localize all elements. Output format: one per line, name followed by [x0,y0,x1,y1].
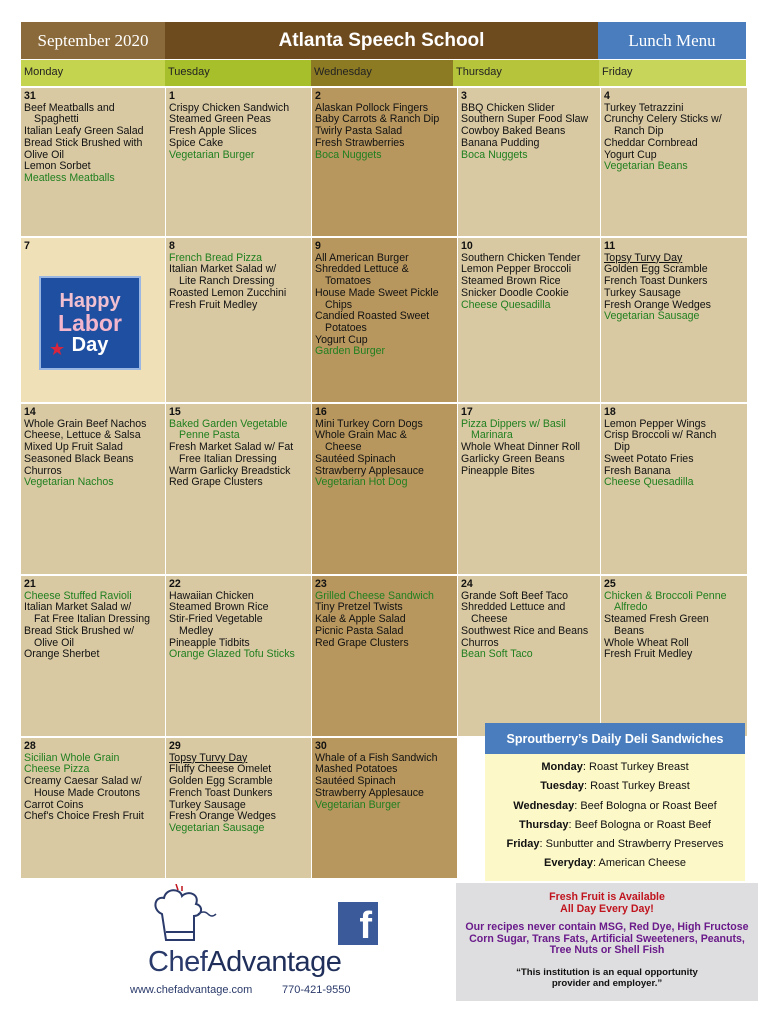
day-header-tuesday: Tuesday [165,60,311,86]
menu-item: Ranch Dip [614,125,664,138]
deli-item: Beef Bologna or Roast Beef [580,799,717,812]
menu-item: Tiny Pretzel Twists [315,601,403,614]
menu-item: Topsy Turvy Day [604,251,683,264]
menu-item: Free Italian Dressing [179,452,277,465]
vegetarian-menu-item: Boca Nuggets [461,148,528,161]
menu-item: Fresh Apple Slices [169,125,257,138]
menu-item: Bread Stick Brushed with [24,136,143,149]
brand-chef: Chef [148,946,208,978]
deli-day: Friday [506,837,540,850]
day-header-thursday: Thursday [453,60,599,86]
menu-item: Stir-Fried Vegetable [169,613,263,626]
menu-item: Snicker Doodle Cookie [461,286,569,299]
week-row [21,238,747,404]
fresh-fruit-notice [456,891,758,915]
weekday-header-row [21,60,746,86]
menu-item: Yogurt Cup [315,333,368,346]
menu-item: Alaskan Pollock Fingers [315,101,429,114]
deli-day: Tuesday [540,780,585,793]
menu-item: Grande Soft Beef Taco [461,589,568,602]
menu-item: Spice Cake [169,136,224,149]
menu-item: Yogurt Cup [604,148,657,161]
deli-day: Monday [541,761,583,774]
brand-advantage: Advantage [207,946,342,978]
vegetarian-menu-item: Orange Glazed Tofu Sticks [169,648,295,661]
labor-day-text: Labor [58,309,122,336]
vegetarian-menu-item: Cheese Quesadilla [604,476,694,489]
vegetarian-menu-item: Marinara [471,429,513,442]
deli-row: Friday: Sunbutter and Strawberry Preserves [506,837,724,850]
menu-item: Cheddar Cornbread [604,136,698,149]
vegetarian-menu-item: Alfredo [614,601,648,614]
menu-item: Cheese [325,441,362,454]
menu-item: Churros [461,636,499,649]
menu-item: Mini Turkey Corn Dogs [315,417,423,430]
menu-item: Fresh Market Salad w/ Fat [169,441,294,454]
vegetarian-menu-item: Bean Soft Taco [461,648,533,661]
menu-item: Mashed Potatoes [315,763,398,776]
date-number: 3 [461,90,467,102]
fresh-fruit-line2: All Day Every Day! [560,903,654,915]
day-cell [601,576,747,738]
date-number: 10 [461,240,473,252]
date-number: 2 [315,90,321,102]
day-cell [21,738,166,880]
day-cell [458,88,601,238]
day-cell [21,238,166,404]
chefadvantage-logo-area [120,884,420,1004]
menu-item: Beef Meatballs and [24,101,115,114]
labor-day-graphic [39,276,141,370]
nutrition-info-box [456,883,758,1001]
date-number: 18 [604,406,616,418]
website-link[interactable]: www.chefadvantage.com [130,984,253,996]
menu-title: Lunch Menu [598,22,746,59]
date-number: 28 [24,740,36,752]
equal-line2: provider and employer.” [551,977,663,989]
vegetarian-menu-item: Penne Pasta [179,429,240,442]
date-number: 21 [24,578,36,590]
menu-item: Baby Carrots & Ranch Dip [315,113,440,126]
recipes-notice: Our recipes never contain MSG, Red Dye, High Fructose Corn Sugar, Trans Fats, Artificial Sweeteners, Peanuts, Tree Nuts or Shell Fish [465,921,749,956]
chef-hat-icon [148,884,218,950]
star-icon: ★ [49,339,66,360]
date-number: 23 [315,578,327,590]
menu-item: Tomatoes [325,275,371,288]
day-cell [601,238,747,404]
menu-item: Chef's Choice Fresh Fruit [24,810,144,823]
date-number: 14 [24,406,36,418]
menu-item: Potatoes [325,321,367,334]
date-number: 22 [169,578,181,590]
menu-item: Candied Roasted Sweet [315,310,430,323]
date-number: 31 [24,90,36,102]
menu-item: Whole Grain Beef Nachos [24,417,147,430]
vegetarian-menu-item: Vegetarian Burger [315,798,401,811]
fresh-fruit-line1: Fresh Fruit is Available [549,891,665,903]
menu-item: Roasted Lemon Zucchini [169,286,287,299]
menu-item: Golden Egg Scramble [169,775,273,788]
date-number: 11 [604,240,616,252]
day-header-wednesday: Wednesday [311,60,453,86]
deli-day: Everyday [544,857,593,870]
date-number: 8 [169,240,175,252]
vegetarian-menu-item: Baked Garden Vegetable [169,417,288,430]
menu-item: House Made Sweet Pickle [315,286,439,299]
deli-row: Thursday: Beef Bologna or Roast Beef [518,818,711,831]
day-cell [21,404,166,576]
day-cell [166,88,312,238]
day-cell [312,576,458,738]
menu-item: Garlicky Green Beans [461,452,565,465]
menu-item: Cheese [471,613,508,626]
labor-day-text: Happy [59,289,121,312]
date-number: 1 [169,90,175,102]
date-number: 24 [461,578,473,590]
menu-item: Banana Pudding [461,136,540,149]
deli-item: American Cheese [598,857,686,870]
menu-item: Fluffy Cheese Omelet [169,763,272,776]
menu-item: Fresh Orange Wedges [169,810,276,823]
deli-day: Wednesday [513,799,575,812]
menu-item: Italian Market Salad w/ [24,601,132,614]
labor-day-text: Day [71,333,109,356]
school-title: Atlanta Speech School [165,22,598,59]
menu-item: Cowboy Baked Beans [461,125,566,138]
menu-item: Italian Leafy Green Salad [24,125,144,138]
equal-line1: “This institution is an equal opportunity [516,966,698,978]
menu-item: Red Grape Clusters [315,636,409,649]
menu-item: French Toast Dunkers [604,275,708,288]
day-cell [166,404,312,576]
menu-item: Southern Chicken Tender [461,251,581,264]
vegetarian-menu-item: Chicken & Broccoli Penne [604,589,727,602]
menu-item: Steamed Fresh Green [604,613,709,626]
menu-item: Lemon Pepper Wings [604,417,706,430]
menu-item: Medley [179,624,214,637]
vegetarian-menu-item: Vegetarian Nachos [24,476,114,489]
equal-opportunity-notice [456,967,758,989]
menu-item: Steamed Brown Rice [169,601,269,614]
menu-item: Whole Wheat Roll [604,636,689,649]
date-number: 30 [315,740,327,752]
menu-item: Whole Grain Mac & [315,429,407,442]
menu-item: Steamed Brown Rice [461,275,561,288]
vegetarian-menu-item: Pizza Dippers w/ Basil [461,417,566,430]
vegetarian-menu-item: Boca Nuggets [315,148,382,161]
menu-item: Turkey Tetrazzini [604,101,684,114]
vegetarian-menu-item: Cheese Pizza [24,763,90,776]
menu-item: Cheese, Lettuce & Salsa [24,429,141,442]
date-number: 17 [461,406,473,418]
menu-item: Warm Garlicky Breadstick [169,464,291,477]
day-cell [166,738,312,880]
month-title: September 2020 [21,22,165,59]
vegetarian-menu-item: Cheese Stuffed Ravioli [24,589,132,602]
deli-row: Everyday: American Cheese [544,857,686,870]
menu-item: Shredded Lettuce & [315,263,409,276]
day-cell [21,88,166,238]
day-cell [458,238,601,404]
menu-item: Chips [325,298,353,311]
menu-item: Pineapple Bites [461,464,535,477]
phone-number: 770-421-9550 [282,984,351,996]
menu-item: Olive Oil [24,148,65,161]
date-number: 25 [604,578,616,590]
menu-item: Fat Free Italian Dressing [34,613,150,626]
day-header-monday: Monday [21,60,165,86]
day-cell [21,576,166,738]
deli-item: Roast Turkey Breast [589,761,689,774]
vegetarian-menu-item: Vegetarian Beans [604,160,688,173]
menu-item: BBQ Chicken Slider [461,101,555,114]
day-cell [458,576,601,738]
date-number: 7 [24,240,30,252]
menu-item: Fresh Banana [604,464,671,477]
menu-item: Strawberry Applesauce [315,786,424,799]
week-row [21,88,747,238]
menu-item: Pineapple Tidbits [169,636,250,649]
vegetarian-menu-item: French Bread Pizza [169,251,263,264]
menu-item: Whole Wheat Dinner Roll [461,441,580,454]
vegetarian-menu-item: Sicilian Whole Grain [24,751,120,764]
vegetarian-menu-item: Meatless Meatballs [24,171,115,184]
deli-row: Tuesday: Roast Turkey Breast [540,780,690,793]
menu-item: Picnic Pasta Salad [315,624,404,637]
menu-item: All American Burger [315,251,409,264]
menu-item: Lemon Pepper Broccoli [461,263,572,276]
menu-item: Lemon Sorbet [24,160,91,173]
menu-item: Seasoned Black Beans [24,452,134,465]
deli-item: Beef Bologna or Roast Beef [574,818,711,831]
menu-item: Turkey Sausage [604,286,681,299]
menu-item: Creamy Caesar Salad w/ [24,775,142,788]
menu-item: Churros [24,464,62,477]
day-cell [601,88,747,238]
date-number: 4 [604,90,610,102]
day-cell [312,88,458,238]
date-number: 16 [315,406,327,418]
deli-sandwiches-box [485,723,745,881]
day-cell [458,404,601,576]
deli-item: Roast Turkey Breast [590,780,690,793]
menu-item: Orange Sherbet [24,648,100,661]
menu-item: French Toast Dunkers [169,786,273,799]
menu-item: Crisp Broccoli w/ Ranch [604,429,717,442]
menu-item: Spaghetti [34,113,79,126]
menu-item: Mixed Up Fruit Salad [24,441,123,454]
vegetarian-menu-item: Vegetarian Hot Dog [315,476,408,489]
deli-row: Wednesday: Beef Bologna or Roast Beef [513,799,717,812]
menu-item: Carrot Coins [24,798,84,811]
date-number: 15 [169,406,181,418]
vegetarian-menu-item: Garden Burger [315,345,386,358]
day-header-friday: Friday [599,60,746,86]
menu-item: Strawberry Applesauce [315,464,424,477]
menu-item: Hawaiian Chicken [169,589,254,602]
menu-item: Lite Ranch Dressing [179,275,275,288]
menu-item: Southern Super Food Slaw [461,113,589,126]
day-cell [601,404,747,576]
deli-day: Thursday [518,818,569,831]
day-cell [312,738,458,880]
brand-logo-text [148,946,341,979]
menu-item: Italian Market Salad w/ [169,263,277,276]
date-number: 29 [169,740,181,752]
menu-item: Topsy Turvy Day [169,751,248,764]
deli-item: Sunbutter and Strawberry Preserves [545,837,724,850]
menu-item: Southwest Rice and Beans [461,624,589,637]
day-cell [312,404,458,576]
menu-item: Shredded Lettuce and [461,601,566,614]
menu-item: Kale & Apple Salad [315,613,406,626]
week-row [21,404,747,576]
menu-item: Turkey Sausage [169,798,246,811]
menu-item: Sweet Potato Fries [604,452,694,465]
deli-row: Monday: Roast Turkey Breast [541,761,689,774]
menu-item: Olive Oil [34,636,75,649]
date-number: 9 [315,240,321,252]
menu-item: Red Grape Clusters [169,476,263,489]
menu-item: Sautéed Spinach [315,775,396,788]
deli-title: Sproutberry’s Daily Deli Sandwiches [485,723,745,754]
menu-item: Crunchy Celery Sticks w/ [604,113,722,126]
menu-item: Sautéed Spinach [315,452,396,465]
vegetarian-menu-item: Vegetarian Burger [169,148,255,161]
menu-item: House Made Croutons [34,786,140,799]
day-cell [312,238,458,404]
menu-item: Whale of a Fish Sandwich [315,751,438,764]
menu-item: Fresh Orange Wedges [604,298,711,311]
day-cell [166,238,312,404]
menu-item: Crispy Chicken Sandwich [169,101,290,114]
vegetarian-menu-item: Vegetarian Sausage [604,310,700,323]
menu-item: Twirly Pasta Salad [315,125,403,138]
vegetarian-menu-item: Vegetarian Sausage [169,821,265,834]
menu-item: Fresh Fruit Medley [169,298,258,311]
week-row [21,576,747,738]
facebook-icon[interactable]: f [338,902,378,945]
menu-item: Beans [614,624,645,637]
menu-item: Fresh Strawberries [315,136,405,149]
menu-item: Steamed Green Peas [169,113,271,126]
menu-item: Dip [614,441,630,454]
vegetarian-menu-item: Grilled Cheese Sandwich [315,589,434,602]
menu-item: Bread Stick Brushed w/ [24,624,135,637]
menu-item: Fresh Fruit Medley [604,648,693,661]
menu-item: Golden Egg Scramble [604,263,708,276]
day-cell [166,576,312,738]
vegetarian-menu-item: Cheese Quesadilla [461,298,551,311]
